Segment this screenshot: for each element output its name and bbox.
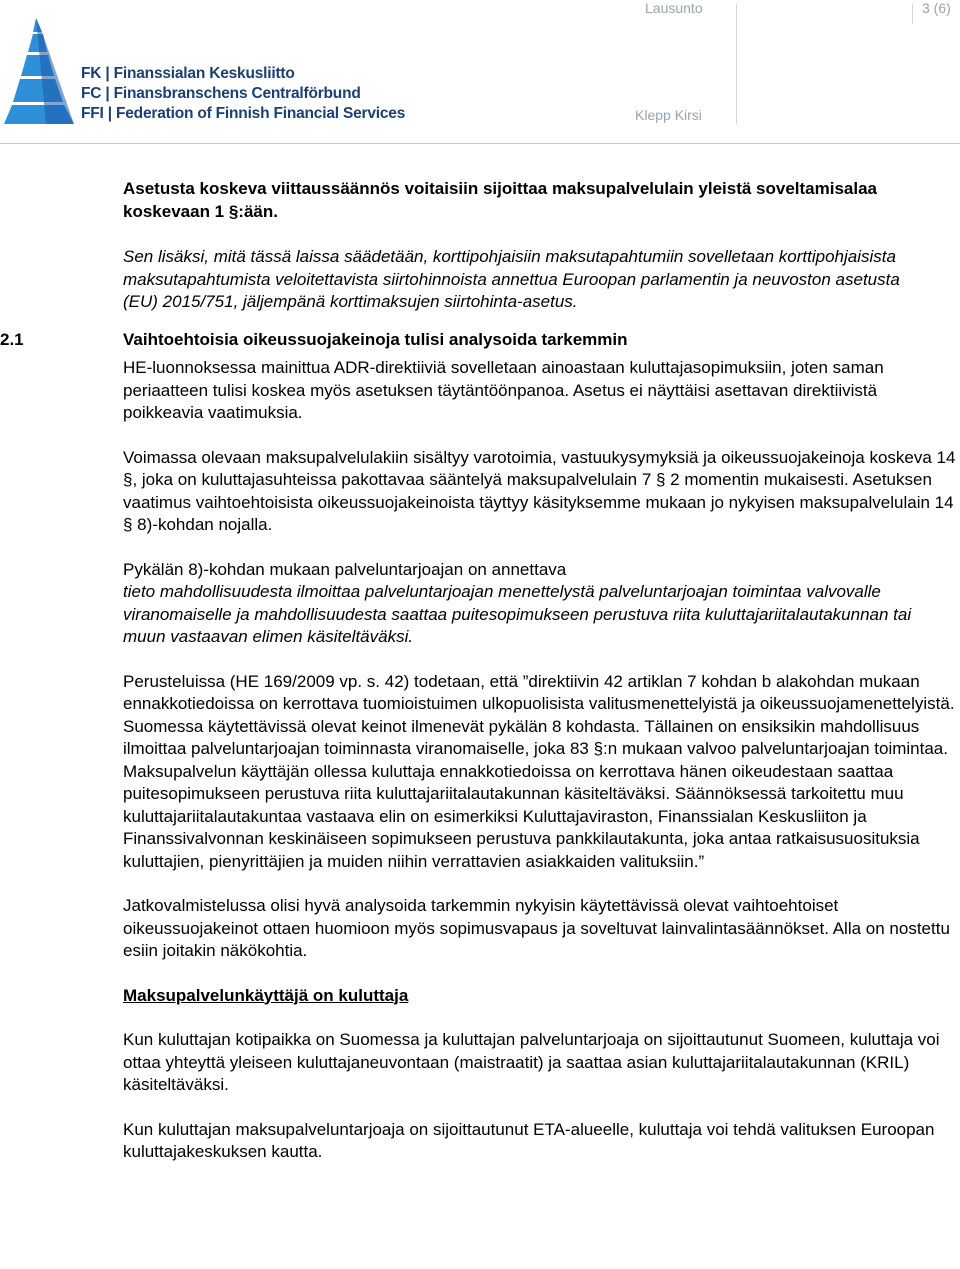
org-name-sv: FC | Finansbranschens Centralförbund bbox=[81, 85, 361, 102]
org-name-fi: FK | Finanssialan Keskusliitto bbox=[81, 65, 295, 82]
section-heading bbox=[0, 329, 958, 352]
header-divider bbox=[736, 4, 737, 124]
paragraph-adr: HE-luonnoksessa mainittua ADR-direktiiviä sovelletaan ainoastaan kuluttajasopimuksiin, joten saman periaatteen tulisi koskea myös asetuksen täytäntöönpanoa. Asetus ei näyttäisi asettavan direktiivistä poikkeavia vaatimuksia. bbox=[123, 358, 884, 422]
paragraph-domestic-consumer: Kun kuluttajan kotipaikka on Suomessa ja kuluttajan palveluntarjoaja on sijoittautunut Suomeen, kuluttaja voi ottaa yhteyttä yleiseen kuluttajaneuvontaan (maistraatit) ja saattaa asian kuluttajariitalautakunnan (KRIL) käsiteltäväksi. bbox=[123, 1030, 940, 1094]
paragraph-reference-provision: Asetusta koskeva viittaussäännös voitaisiin sijoittaa maksupalvelulain yleistä soveltamisalaa koskevaan 1 §:ään. bbox=[123, 179, 878, 221]
document-body bbox=[0, 178, 958, 1164]
paragraph-section-8-quote: tieto mahdollisuudesta ilmoittaa palveluntarjoajan menettelystä palveluntarjoajan toimintaa valvovalle viranomaiselle ja mahdollisuudesta saattaa puitesopimukseen perustuva riita kuluttajariitalautakunnan tai muun vastaavan elimen käsiteltäväksi. bbox=[123, 582, 912, 646]
page-number: 3 (6) bbox=[922, 0, 951, 16]
section-number: 2.1 bbox=[0, 329, 24, 349]
header-rule bbox=[0, 143, 960, 144]
subheading-consumer: Maksupalvelunkäyttäjä on kuluttaja bbox=[123, 985, 409, 1005]
page-header bbox=[0, 0, 960, 148]
organization-names bbox=[81, 64, 405, 124]
org-name-en: FFI | Federation of Finnish Financial Services bbox=[81, 105, 406, 122]
author-name: Klepp Kirsi bbox=[635, 107, 702, 123]
fk-logo bbox=[0, 18, 90, 128]
paragraph-further-preparation: Jatkovalmistelussa olisi hyvä analysoida tarkemmin nykyisin käytettävissä olevat vaihtoehtoiset oikeussuojakeinot ottaen huomioon myös sopimusvapaus ja soveltuvat lainvalintasäännökset. Alla on nostettu esiin joitakin näkökohtia. bbox=[123, 896, 950, 960]
paragraph-section-8-intro: Pykälän 8)-kohdan mukaan palveluntarjoajan on annettava bbox=[123, 559, 567, 579]
paragraph-eea-consumer: Kun kuluttajan maksupalveluntarjoaja on sijoittautunut ETA-alueelle, kuluttaja voi tehdä valituksen Euroopan kuluttajakeskuksen kautta. bbox=[123, 1119, 935, 1161]
paragraph-government-proposal: Perusteluissa (HE 169/2009 vp. s. 42) todetaan, että ”direktiivin 42 artiklan 7 kohdan b alakohdan mukaan ennakkotiedoissa on kerrottava tuomioistuimen ulkopuolisista valitusmenettelyistä ja oikeussuojamenettelyistä. Suomessa käytettävissä olevat keinot ilmenevät pykälän 8 kohdasta. Tällainen on ensiksikin mahdollisuus ilmoittaa palveluntarjoajan toiminnasta viranomaiselle, joka 83 §:n mukaan valvoo palveluntarjoajan toimintaa. Maksupalvelun käyttäjän ollessa kuluttaja ennakkotiedoissa on kerrottava hänen oikeudestaan saattaa puitesopimukseen perustuva riita kuluttajariitalautakunnan käsiteltäväksi. Säännöksessä tarkoitettu muu kuluttajariitalautakuntaa vastaava elin on esimerkiksi Kuluttajaviraston, Finanssialan Keskusliiton ja Finanssivalvonnan keskinäiseen sopimukseen perustuva pankkilautakunta, joka antaa ratkaisusuosituksia kuluttajien, pienyrittäjien ja muiden niihin verrattavien asiakkaiden valituksiin.” bbox=[123, 671, 955, 871]
quoted-provision: Sen lisäksi, mitä tässä laissa säädetään, korttipohjaisiin maksutapahtumiin sovelletaan korttipohjaisista maksutapahtumista veloitettavista siirtohinnoista annettua Euroopan parlamentin ja neuvoston asetusta (EU) 2015/751, jäljempänä korttimaksujen siirtohinta-asetus. bbox=[123, 247, 900, 311]
header-divider-page bbox=[912, 4, 913, 24]
document-type: Lausunto bbox=[645, 0, 703, 16]
paragraph-current-law: Voimassa olevaan maksupalvelulakiin sisältyy varotoimia, vastuukysymyksiä ja oikeussuojakeinoja koskeva 14 §, joka on kuluttajasuhteissa pakottavaa sääntelyä maksupalvelulain 7 § 2 momentin mukaisesti. Asetuksen vaatimus vaihtoehtoisista oikeussuojakeinoista täyttyy käsityksemme mukaan jo nykyisen maksupalvelulain 14 § 8)-kohdan nojalla. bbox=[123, 447, 956, 534]
section-title: Vaihtoehtoisia oikeussuojakeinoja tulisi analysoida tarkemmin bbox=[123, 329, 628, 349]
